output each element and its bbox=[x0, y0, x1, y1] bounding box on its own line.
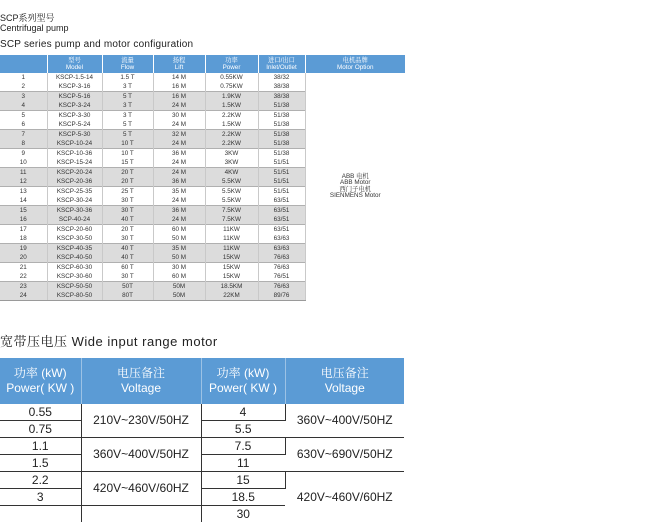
power-cell: 18.5KM bbox=[205, 282, 258, 292]
inlet-outlet-cell: 76/63 bbox=[258, 282, 305, 292]
lift-cell: 30 M bbox=[153, 111, 205, 121]
index-cell: 4 bbox=[0, 101, 47, 111]
header-power: 功率 Power bbox=[205, 55, 258, 73]
motor-option-cell bbox=[305, 73, 405, 301]
lift-cell: 36 M bbox=[153, 206, 205, 216]
flow-cell: 50T bbox=[102, 282, 153, 292]
power-cell: 1.5 bbox=[0, 455, 81, 472]
flow-cell: 3 T bbox=[102, 101, 153, 111]
index-cell: 5 bbox=[0, 111, 47, 121]
model-cell: KSCP-60-30 bbox=[47, 263, 102, 273]
motor-option-line: 西门子电机 bbox=[339, 185, 371, 193]
index-cell: 16 bbox=[0, 215, 47, 225]
model-cell: KSCP-5-16 bbox=[47, 92, 102, 102]
flow-cell: 3 T bbox=[102, 111, 153, 121]
voltage-cell: 420V~460V/60HZ bbox=[296, 489, 393, 504]
inlet-outlet-cell: 51/38 bbox=[258, 101, 305, 111]
power-cell: 7.5 bbox=[201, 438, 285, 455]
power-cell: 5.5KW bbox=[205, 177, 258, 187]
lift-cell: 36 M bbox=[153, 149, 205, 159]
power-cell: 5.5 bbox=[201, 421, 285, 438]
power-cell: 18.5 bbox=[201, 489, 285, 506]
flow-cell: 1.5 T bbox=[102, 73, 153, 82]
header-flow: 流量 Flow bbox=[102, 55, 153, 73]
flow-cell: 25 T bbox=[102, 187, 153, 197]
index-cell: 6 bbox=[0, 120, 47, 130]
power-cell bbox=[0, 506, 81, 523]
model-cell: KSCP-3-30 bbox=[47, 111, 102, 121]
lift-cell: 24 M bbox=[153, 120, 205, 130]
power-cell: 1.9KW bbox=[205, 92, 258, 102]
power-cell: 0.55KW bbox=[205, 73, 258, 82]
model-cell: KSCP-25-35 bbox=[47, 187, 102, 197]
header-power-left: 功率 (kW) Power( KW ) bbox=[0, 358, 81, 404]
flow-cell: 30 T bbox=[102, 206, 153, 216]
model-cell: KSCP-10-36 bbox=[47, 149, 102, 159]
index-cell: 14 bbox=[0, 196, 47, 206]
power-cell: 0.75 bbox=[0, 421, 81, 438]
index-cell: 24 bbox=[0, 291, 47, 301]
flow-cell: 5 T bbox=[102, 120, 153, 130]
motor-option-line: SIENMENS Motor bbox=[329, 192, 381, 200]
flow-cell: 20 T bbox=[102, 177, 153, 187]
power-cell: 4 bbox=[201, 404, 285, 421]
inlet-outlet-cell: 76/63 bbox=[258, 253, 305, 263]
flow-cell: 10 T bbox=[102, 139, 153, 149]
power-cell: 11KW bbox=[205, 234, 258, 244]
header-power-right: 功率 (kW) Power( KW ) bbox=[201, 358, 285, 404]
flow-cell: 30 T bbox=[102, 196, 153, 206]
lift-cell: 24 M bbox=[153, 215, 205, 225]
flow-cell: 30 T bbox=[102, 234, 153, 244]
inlet-outlet-cell: 51/38 bbox=[258, 149, 305, 159]
power-cell: 3KW bbox=[205, 149, 258, 159]
model-cell: KSCP-15-24 bbox=[47, 158, 102, 168]
index-cell: 12 bbox=[0, 177, 47, 187]
inlet-outlet-cell: 63/63 bbox=[258, 244, 305, 254]
model-cell: KSCP-20-60 bbox=[47, 225, 102, 235]
flow-cell: 80T bbox=[102, 291, 153, 301]
flow-cell: 5 T bbox=[102, 92, 153, 102]
inlet-outlet-cell: 63/51 bbox=[258, 206, 305, 216]
flow-cell: 20 T bbox=[102, 168, 153, 178]
inlet-outlet-cell: 38/38 bbox=[258, 92, 305, 102]
model-cell: KSCP-40-35 bbox=[47, 244, 102, 254]
inlet-outlet-cell: 63/51 bbox=[258, 196, 305, 206]
scp-configuration-table bbox=[0, 55, 405, 301]
power-cell: 5.5KW bbox=[205, 187, 258, 197]
power-cell: 30 bbox=[236, 506, 250, 521]
voltage-cell: 210V~230V/50HZ bbox=[81, 404, 201, 438]
power-cell: 2.2 bbox=[0, 472, 81, 489]
flow-cell: 20 T bbox=[102, 225, 153, 235]
flow-cell: 3 T bbox=[102, 82, 153, 92]
index-cell: 11 bbox=[0, 168, 47, 178]
flow-cell: 40 T bbox=[102, 244, 153, 254]
header-lift: 扬程 Lift bbox=[153, 55, 205, 73]
inlet-outlet-cell: 51/38 bbox=[258, 111, 305, 121]
model-cell: KSCP-5-30 bbox=[47, 130, 102, 140]
model-cell: KSCP-20-36 bbox=[47, 177, 102, 187]
power-cell: 4KW bbox=[205, 168, 258, 178]
flow-cell: 40 T bbox=[102, 215, 153, 225]
power-cell: 22KM bbox=[205, 291, 258, 301]
voltage-cell: 420V~460V/60HZ bbox=[81, 472, 201, 506]
lift-cell: 16 M bbox=[153, 82, 205, 92]
header-index bbox=[0, 55, 47, 73]
inlet-outlet-cell: 51/51 bbox=[258, 187, 305, 197]
power-cell: 11KW bbox=[205, 225, 258, 235]
flow-cell: 30 T bbox=[102, 272, 153, 282]
power-cell: 0.55 bbox=[0, 404, 81, 421]
lift-cell: 32 M bbox=[153, 130, 205, 140]
model-cell: KSCP-30-36 bbox=[47, 206, 102, 216]
index-cell: 1 bbox=[0, 73, 47, 82]
wide-row bbox=[0, 438, 404, 455]
inlet-outlet-cell: 89/76 bbox=[258, 291, 305, 301]
index-cell: 23 bbox=[0, 282, 47, 292]
flow-cell: 15 T bbox=[102, 158, 153, 168]
inlet-outlet-cell: 51/38 bbox=[258, 139, 305, 149]
motor-option-line: ABB 电机 bbox=[341, 172, 369, 180]
inlet-outlet-cell: 38/32 bbox=[258, 73, 305, 82]
index-cell: 22 bbox=[0, 272, 47, 282]
lift-cell: 35 M bbox=[153, 187, 205, 197]
model-cell: KSCP-10-24 bbox=[47, 139, 102, 149]
lift-cell: 30 M bbox=[153, 263, 205, 273]
index-cell: 13 bbox=[0, 187, 47, 197]
index-cell: 10 bbox=[0, 158, 47, 168]
power-cell: 3KW bbox=[205, 158, 258, 168]
inlet-outlet-cell: 63/51 bbox=[258, 225, 305, 235]
flow-cell: 40 T bbox=[102, 253, 153, 263]
voltage-cell: 630V~690V/50HZ bbox=[285, 438, 404, 472]
model-cell: KSCP-30-24 bbox=[47, 196, 102, 206]
lift-cell: 24 M bbox=[153, 196, 205, 206]
lift-cell: 24 M bbox=[153, 139, 205, 149]
model-cell: KSCP-1.5-14 bbox=[47, 73, 102, 82]
model-cell: KSCP-50-50 bbox=[47, 282, 102, 292]
lift-cell: 35 M bbox=[153, 244, 205, 254]
inlet-outlet-cell: 63/63 bbox=[258, 234, 305, 244]
model-cell: SCP-40-24 bbox=[47, 215, 102, 225]
index-cell: 9 bbox=[0, 149, 47, 159]
flow-cell: 60 T bbox=[102, 263, 153, 273]
wide-row bbox=[0, 472, 404, 489]
inlet-outlet-cell: 76/63 bbox=[258, 263, 305, 273]
index-cell: 20 bbox=[0, 253, 47, 263]
index-cell: 17 bbox=[0, 225, 47, 235]
model-cell: KSCP-30-50 bbox=[47, 234, 102, 244]
power-cell: 2.2KW bbox=[205, 111, 258, 121]
inlet-outlet-cell: 51/51 bbox=[258, 168, 305, 178]
index-cell: 3 bbox=[0, 92, 47, 102]
index-cell: 8 bbox=[0, 139, 47, 149]
header-voltage-left: 电压备注 Voltage bbox=[81, 358, 201, 404]
wide-header-row bbox=[0, 358, 404, 404]
voltage-cell: 360V~400V/50HZ bbox=[285, 404, 404, 438]
wide-row bbox=[0, 404, 404, 421]
voltage-cell: 360V~400V/50HZ bbox=[81, 438, 201, 472]
power-cell: 1.5KW bbox=[205, 101, 258, 111]
power-cell: 2.2KW bbox=[205, 130, 258, 140]
scp-header-row bbox=[0, 55, 405, 73]
index-cell: 15 bbox=[0, 206, 47, 216]
power-cell: 15KW bbox=[205, 263, 258, 273]
inlet-outlet-cell: 51/38 bbox=[258, 120, 305, 130]
model-cell: KSCP-40-50 bbox=[47, 253, 102, 263]
configuration-title: SCP series pump and motor configuration bbox=[0, 39, 194, 50]
inlet-outlet-cell: 76/51 bbox=[258, 272, 305, 282]
power-cell: 7.5KW bbox=[205, 215, 258, 225]
power-cell: 11KW bbox=[205, 244, 258, 254]
series-title-cn: SCP系列型号 bbox=[0, 13, 55, 23]
wide-range-title: 宽带压电压 Wide input range motor bbox=[0, 334, 218, 349]
index-cell: 18 bbox=[0, 234, 47, 244]
inlet-outlet-cell: 63/51 bbox=[258, 215, 305, 225]
lift-cell: 36 M bbox=[153, 177, 205, 187]
lift-cell: 50 M bbox=[153, 253, 205, 263]
power-cell: 3 bbox=[0, 489, 81, 506]
model-cell: KSCP-20-24 bbox=[47, 168, 102, 178]
model-cell: KSCP-80-50 bbox=[47, 291, 102, 301]
power-cell: 2.2KW bbox=[205, 139, 258, 149]
flow-cell: 5 T bbox=[102, 130, 153, 140]
header-model: 型号 Model bbox=[47, 55, 102, 73]
header-voltage-right: 电压备注 Voltage bbox=[285, 358, 404, 404]
lift-cell: 60 M bbox=[153, 225, 205, 235]
inlet-outlet-cell: 51/51 bbox=[258, 177, 305, 187]
model-cell: KSCP-3-24 bbox=[47, 101, 102, 111]
lift-cell: 50M bbox=[153, 282, 205, 292]
inlet-outlet-cell: 51/38 bbox=[258, 130, 305, 140]
power-cell: 7.5KW bbox=[205, 206, 258, 216]
power-cell: 15 bbox=[201, 472, 285, 489]
power-cell: 1.1 bbox=[0, 438, 81, 455]
lift-cell: 24 M bbox=[153, 168, 205, 178]
wide-range-motor-table bbox=[0, 358, 404, 522]
series-title-en: Centrifugal pump bbox=[0, 23, 69, 33]
index-cell: 2 bbox=[0, 82, 47, 92]
lift-cell: 14 M bbox=[153, 73, 205, 82]
lift-cell: 50M bbox=[153, 291, 205, 301]
model-cell: KSCP-30-60 bbox=[47, 272, 102, 282]
motor-option-line: ABB Motor bbox=[340, 179, 371, 187]
lift-cell: 16 M bbox=[153, 92, 205, 102]
flow-cell: 10 T bbox=[102, 149, 153, 159]
power-cell: 0.75KW bbox=[205, 82, 258, 92]
model-cell: KSCP-3-16 bbox=[47, 82, 102, 92]
power-cell: 11 bbox=[201, 455, 285, 472]
lift-cell: 24 M bbox=[153, 158, 205, 168]
power-cell: 5.5KW bbox=[205, 196, 258, 206]
power-cell: 1.5KW bbox=[205, 120, 258, 130]
lift-cell: 24 M bbox=[153, 101, 205, 111]
lift-cell: 60 M bbox=[153, 272, 205, 282]
index-cell: 7 bbox=[0, 130, 47, 140]
voltage-cell-empty bbox=[81, 506, 201, 523]
index-cell: 21 bbox=[0, 263, 47, 273]
inlet-outlet-cell: 51/51 bbox=[258, 158, 305, 168]
header-inlet-outlet: 进口/出口 Inlet/Outlet bbox=[258, 55, 305, 73]
lift-cell: 50 M bbox=[153, 234, 205, 244]
power-cell: 15KW bbox=[205, 272, 258, 282]
header-motor-option: 电机品牌 Motor Option bbox=[305, 55, 405, 73]
model-cell: KSCP-5-24 bbox=[47, 120, 102, 130]
inlet-outlet-cell: 38/38 bbox=[258, 82, 305, 92]
index-cell: 19 bbox=[0, 244, 47, 254]
power-cell: 15KW bbox=[205, 253, 258, 263]
table-row bbox=[0, 73, 405, 82]
